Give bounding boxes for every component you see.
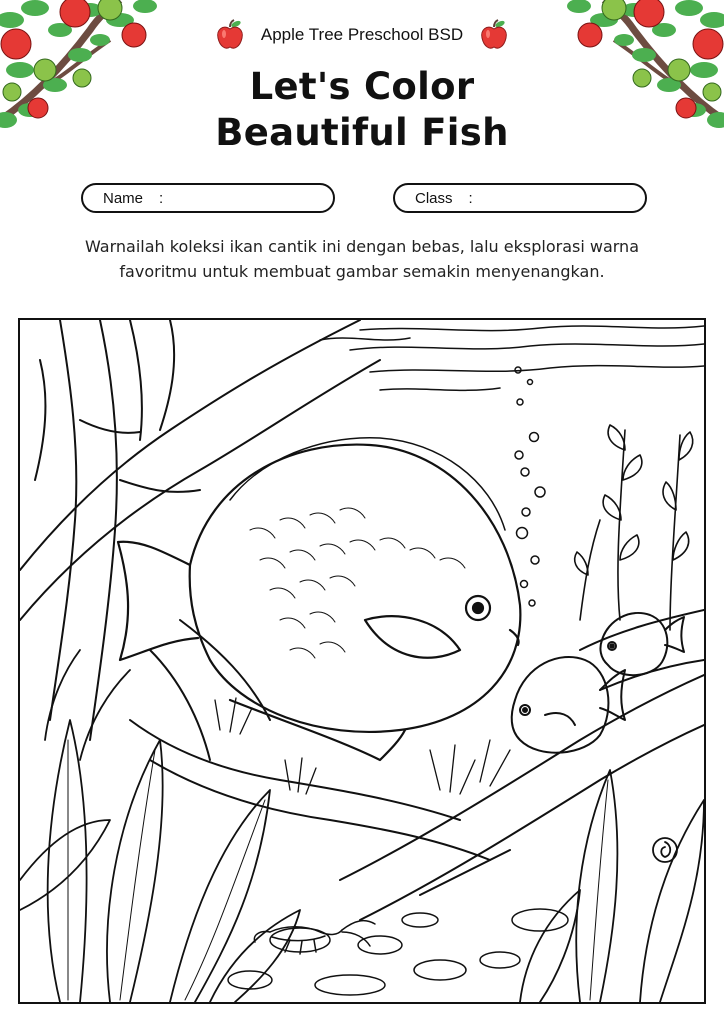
- name-field[interactable]: [81, 183, 335, 213]
- class-separator: :: [468, 189, 473, 207]
- tree-roots: [20, 320, 490, 860]
- class-field[interactable]: [393, 183, 647, 213]
- bubbles: [515, 367, 545, 606]
- instructions-line-1: Warnailah koleksi ikan cantik ini dengan bebas, lalu eksplorasi warna: [85, 237, 639, 256]
- header: [0, 18, 724, 52]
- title-line-1: Let's Color: [249, 65, 475, 108]
- coloring-illustration: [20, 320, 704, 1002]
- class-label: Class: [415, 189, 453, 207]
- sunken-log: [340, 610, 704, 920]
- water-surface: [320, 326, 704, 390]
- aquatic-plants-right: [575, 425, 693, 630]
- name-label: Name: [103, 189, 144, 207]
- title-line-2: Beautiful Fish: [215, 111, 509, 154]
- page-title: [0, 64, 724, 156]
- aquatic-plants-left: [20, 650, 300, 1002]
- discus-fish-large: [118, 438, 520, 760]
- apple-icon: [479, 19, 509, 51]
- instructions-line-2: favoritmu untuk membuat gambar semakin menyenangkan.: [119, 262, 605, 281]
- name-separator: :: [159, 189, 164, 207]
- coloring-illustration-frame: [18, 318, 706, 1004]
- school-name: Apple Tree Preschool BSD: [260, 25, 464, 44]
- aquatic-plants-bottom-right: [520, 770, 704, 1002]
- discus-fish-small-1: [512, 657, 625, 753]
- instructions: [40, 234, 684, 284]
- apple-icon: [215, 19, 245, 51]
